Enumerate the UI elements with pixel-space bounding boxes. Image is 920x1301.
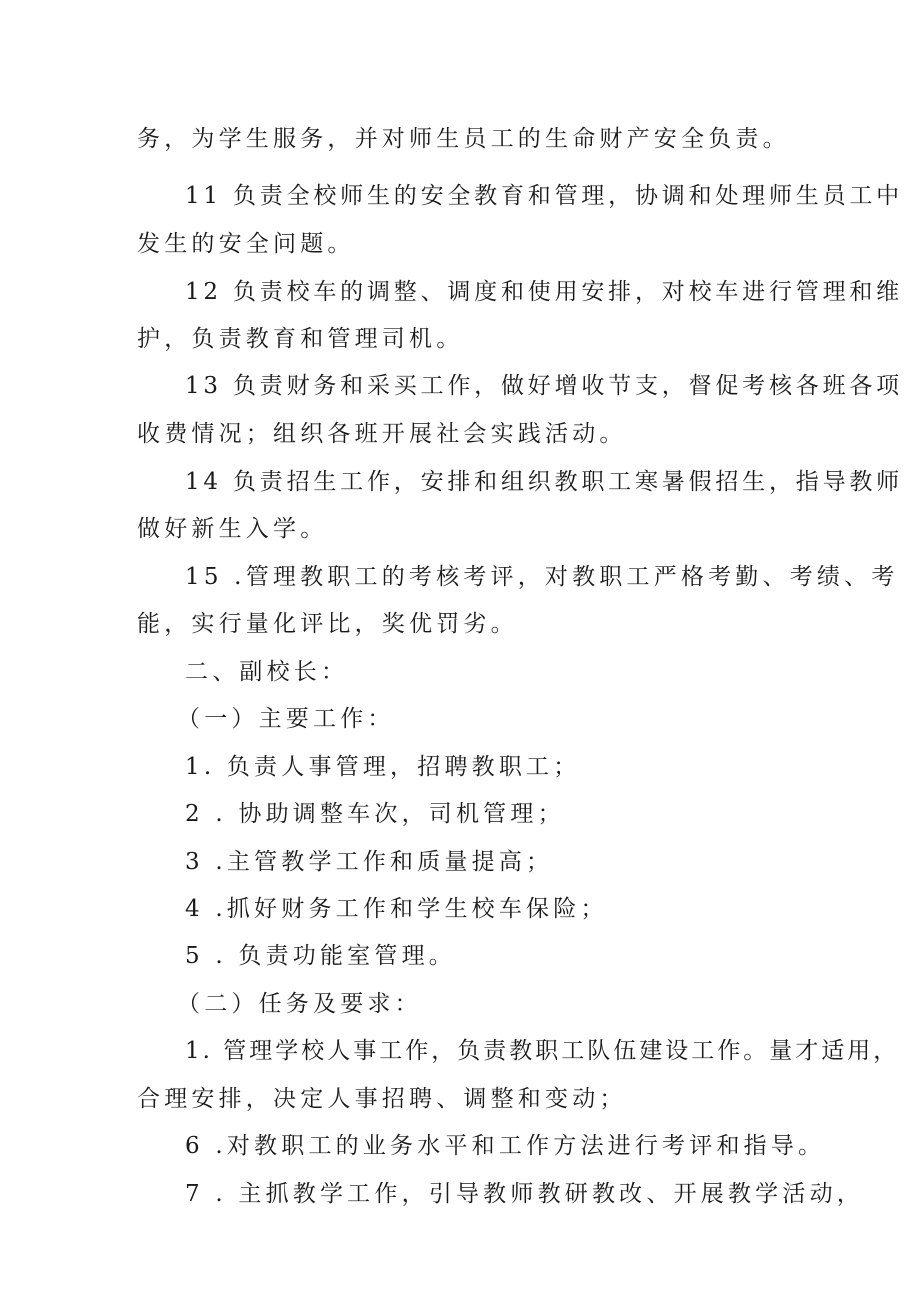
list-item: 3 .主管教学工作和质量提高； <box>185 849 554 875</box>
paragraph-line: 12 负责校车的调整、调度和使用安排，对校车进行管理和维 <box>185 279 903 305</box>
paragraph-line: 合理安排，决定人事招聘、调整和变动； <box>137 1086 627 1112</box>
list-item: 1. 负责人事管理，招聘教职工； <box>185 754 581 780</box>
paragraph-line: 收费情况；组织各班开展社会实践活动。 <box>137 421 627 447</box>
list-item: 7 . 主抓教学工作，引导教师教研教改、开展教学活动， <box>185 1181 864 1207</box>
list-item: 1. 管理学校人事工作，负责教职工队伍建设工作。量才适用， <box>185 1038 900 1064</box>
subsection-heading: （二）任务及要求： <box>177 991 422 1017</box>
paragraph-line: 15 .管理教职工的考核考评，对教职工严格考勤、考绩、考 <box>185 564 899 590</box>
paragraph-line: 11 负责全校师生的安全教育和管理，协调和处理师生员工中 <box>185 183 903 209</box>
list-item: 5 . 负责功能室管理。 <box>185 943 456 969</box>
list-item: 2 . 协助调整车次，司机管理； <box>185 801 565 827</box>
paragraph-line: 14 负责招生工作，安排和组织教职工寒暑假招生，指导教师 <box>185 469 903 495</box>
list-item: 4 .抓好财务工作和学生校车保险； <box>185 896 608 922</box>
list-item: 6 .对教职工的业务水平和工作方法进行考评和指导。 <box>185 1133 826 1159</box>
paragraph-line: 13 负责财务和采买工作，做好增收节支，督促考核各班各项 <box>185 373 903 399</box>
paragraph-line: 发生的安全问题。 <box>137 231 355 257</box>
paragraph-line: 做好新生入学。 <box>137 516 328 542</box>
subsection-heading: （一）主要工作： <box>177 706 395 732</box>
section-heading: 二、副校长： <box>185 659 349 685</box>
paragraph-line: 护，负责教育和管理司机。 <box>137 326 464 352</box>
paragraph-line: 能，实行量化评比，奖优罚劣。 <box>137 611 518 637</box>
paragraph-line: 务，为学生服务，并对师生员工的生命财产安全负责。 <box>137 126 790 152</box>
